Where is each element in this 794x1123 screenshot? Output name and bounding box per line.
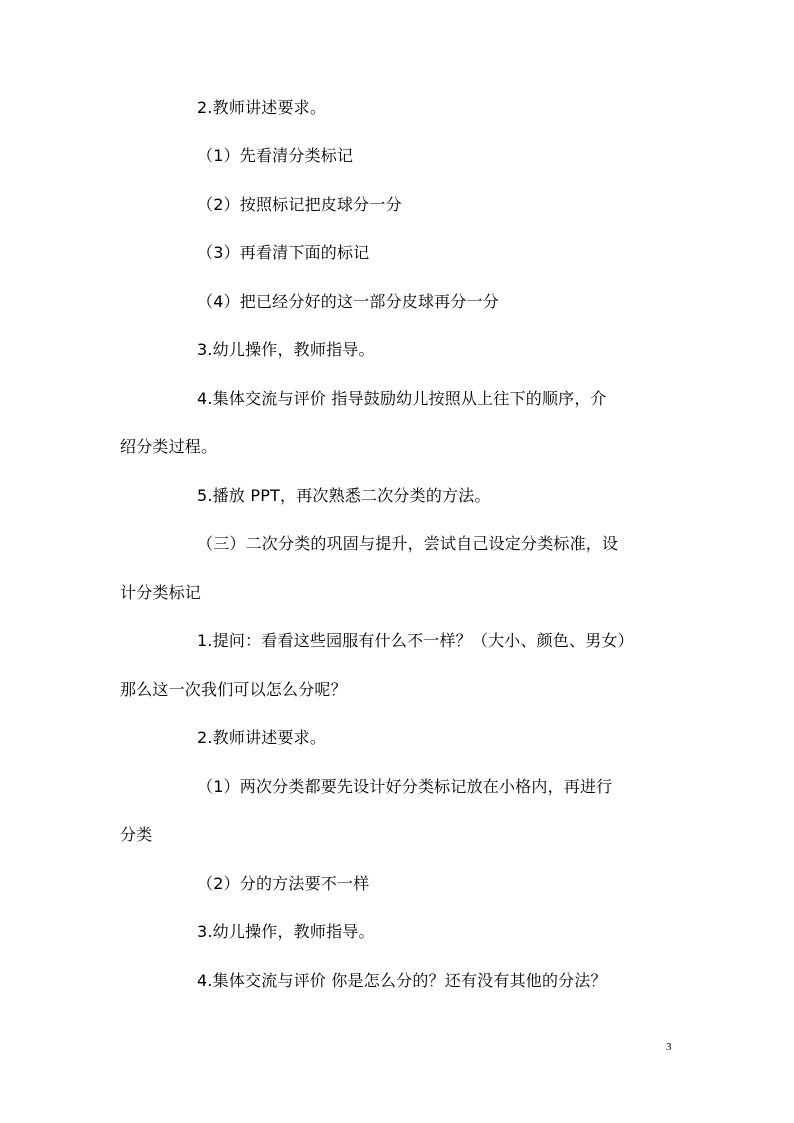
text-line: （1）先看清分类标记: [197, 146, 354, 165]
text-line: 4.集体交流与评价 你是怎么分的？还有没有其他的分法？: [197, 971, 607, 990]
text-line: （3）再看清下面的标记: [197, 243, 370, 262]
text-line: 5.播放 PPT，再次熟悉二次分类的方法。: [197, 486, 491, 505]
text-line: （4）把已经分好的这一部分皮球再分一分: [197, 292, 499, 311]
text-line: （2）分的方法要不一样: [197, 874, 370, 893]
text-line: 4.集体交流与评价 指导鼓励幼儿按照从上往下的顺序，介: [197, 389, 607, 408]
text-line: 绍分类过程。: [120, 437, 218, 456]
text-line: （1）两次分类都要先设计好分类标记放在小格内，再进行: [197, 777, 613, 796]
page-number: 3: [666, 1041, 672, 1053]
text-line: 2.教师讲述要求。: [197, 728, 327, 747]
text-line: 计分类标记: [120, 583, 202, 602]
text-line: 1.提问：看看这些园服有什么不一样？（大小、颜色、男女）: [197, 631, 634, 650]
text-line: 那么这一次我们可以怎么分呢？: [120, 680, 347, 699]
text-line: 分类: [120, 825, 153, 844]
text-line: 3.幼儿操作，教师指导。: [197, 922, 375, 941]
text-line: （2）按照标记把皮球分一分: [197, 195, 402, 214]
text-line: 3.幼儿操作，教师指导。: [197, 340, 375, 359]
text-line: （三）二次分类的巩固与提升，尝试自己设定分类标准，设: [197, 534, 619, 553]
text-line: 2.教师讲述要求。: [197, 98, 327, 117]
